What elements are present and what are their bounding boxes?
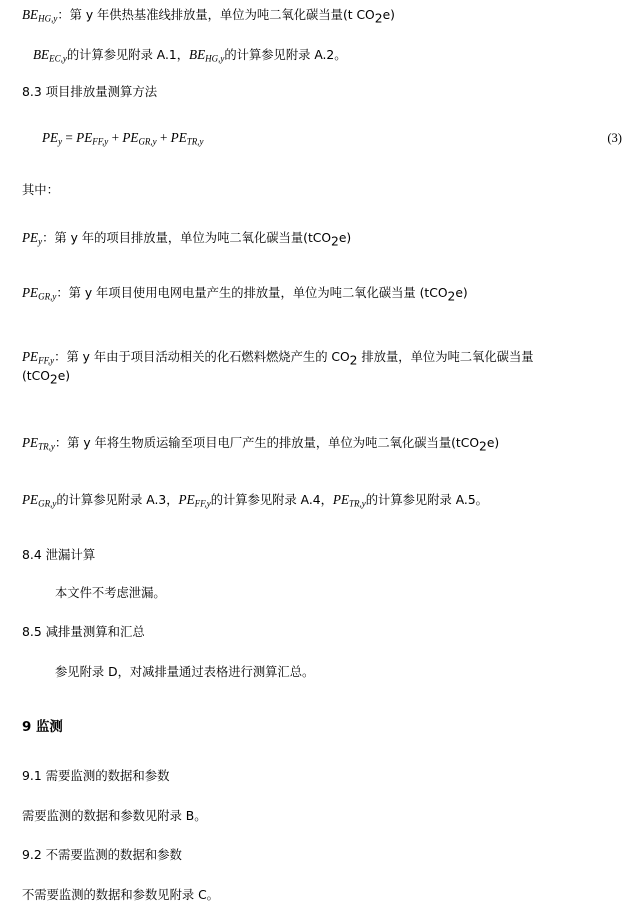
variable-pe-gr: $PE_{GR,y}$ <box>22 285 57 302</box>
variable-pe-gr-2: $PE_{GR,y}$ <box>22 492 57 509</box>
paragraph-pe-y <box>22 228 622 248</box>
subscript-two: 2 <box>349 353 358 368</box>
pe-y-text: ：第 y 年的项目排放量，单位为吨二氧化碳当量(tCO <box>42 231 332 245</box>
variable-pe-y: $PE_y$ <box>22 230 43 247</box>
variable-pe-tr: $PE_{TR,y}$ <box>22 435 55 452</box>
heading-8-3: 8.3 项目排放量测算方法 <box>22 84 158 99</box>
equation-3-number: (3) <box>607 131 622 145</box>
paragraph-9-1-body: 需要监测的数据和参数见附录 B。 <box>22 809 207 823</box>
pe-tr-tail: e) <box>486 436 500 450</box>
paragraph-be-references <box>33 45 623 64</box>
pe-tr-text: ：第 y 年将生物质运输至项目电厂产生的排放量，单位为吨二氧化碳当量(tCO <box>54 436 480 450</box>
paragraph-pe-tr <box>22 433 627 453</box>
be-hg-definition-tail: e) <box>382 8 395 22</box>
pe-gr-text: ：第 y 年项目使用电网电量产生的排放量，单位为吨二氧化碳当量 (tCO <box>56 286 448 300</box>
equation-3-row <box>22 130 622 147</box>
plus-sign-2: + <box>159 130 168 145</box>
paragraph-pe-references <box>22 490 627 509</box>
heading-9-1: 9.1 需要监测的数据和参数 <box>22 768 170 783</box>
paragraph-8-4-body: 本文件不考虑泄漏。 <box>55 586 166 600</box>
variable-be-hg: $BE_{HG,y}$ <box>22 7 58 24</box>
be-ref-mid-text: 的计算参见附录 A.1， <box>66 48 190 62</box>
heading-8-4: 8.4 泄漏计算 <box>22 547 96 562</box>
paragraph-9-2-body: 不需要监测的数据和参数见附录 C。 <box>22 888 219 902</box>
variable-be-ec: $BE_{EC,y}$ <box>33 47 67 64</box>
be-hg-definition-text: ：第 y 年供热基准线排放量，单位为吨二氧化碳当量(t CO <box>57 8 375 22</box>
subscript-two: 2 <box>447 289 456 304</box>
pe-ff-text-d: e) <box>57 369 71 384</box>
variable-pe-tr-2: $PE_{TR,y}$ <box>332 492 366 509</box>
subscript-two: 2 <box>374 11 383 26</box>
pe-ref-mid-2: 的计算参见附录 A.4， <box>210 493 333 507</box>
paragraph-be-hg-definition <box>22 5 622 25</box>
subscript-two: 2 <box>479 439 487 454</box>
heading-8-5: 8.5 减排量测算和汇总 <box>22 624 145 639</box>
pe-gr-tail: e) <box>455 286 468 300</box>
pe-ff-text-a: ：第 y 年由于项目活动相关的化石燃料燃烧产生的 CO <box>54 350 350 364</box>
heading-9-2: 9.2 不需要监测的数据和参数 <box>22 847 182 862</box>
paragraph-pe-gr <box>22 283 627 303</box>
pe-ref-tail: 的计算参见附录 A.5。 <box>365 493 488 507</box>
plus-sign-1: + <box>111 130 120 145</box>
pe-ff-text-c: (tCO <box>22 369 50 384</box>
equation-3: $PE_y = PE_{FF,y} + PE_{GR,y} + PE_{TR,y}$ <box>42 130 204 147</box>
heading-9: 9 监测 <box>22 720 63 735</box>
subscript-two: 2 <box>331 234 339 249</box>
variable-be-hg-2: $BE_{HG,y}$ <box>189 47 225 64</box>
paragraph-where: 其中： <box>22 183 59 197</box>
subscript-two: 2 <box>49 372 58 387</box>
be-ref-tail-text: 的计算参见附录 A.2。 <box>224 48 347 62</box>
variable-pe-ff: $PE_{FF,y}$ <box>22 349 55 366</box>
pe-ff-text-b: 排放量，单位为吨二氧化碳当量 <box>357 350 534 364</box>
pe-ref-mid-1: 的计算参见附录 A.3， <box>56 493 179 507</box>
equals-sign: = <box>65 130 73 145</box>
variable-pe-ff-2: $PE_{FF,y}$ <box>178 492 211 509</box>
paragraph-8-5-body: 参见附录 D，对减排量通过表格进行测算汇总。 <box>55 665 315 679</box>
paragraph-pe-ff <box>22 347 622 387</box>
pe-y-tail: e) <box>338 231 352 245</box>
